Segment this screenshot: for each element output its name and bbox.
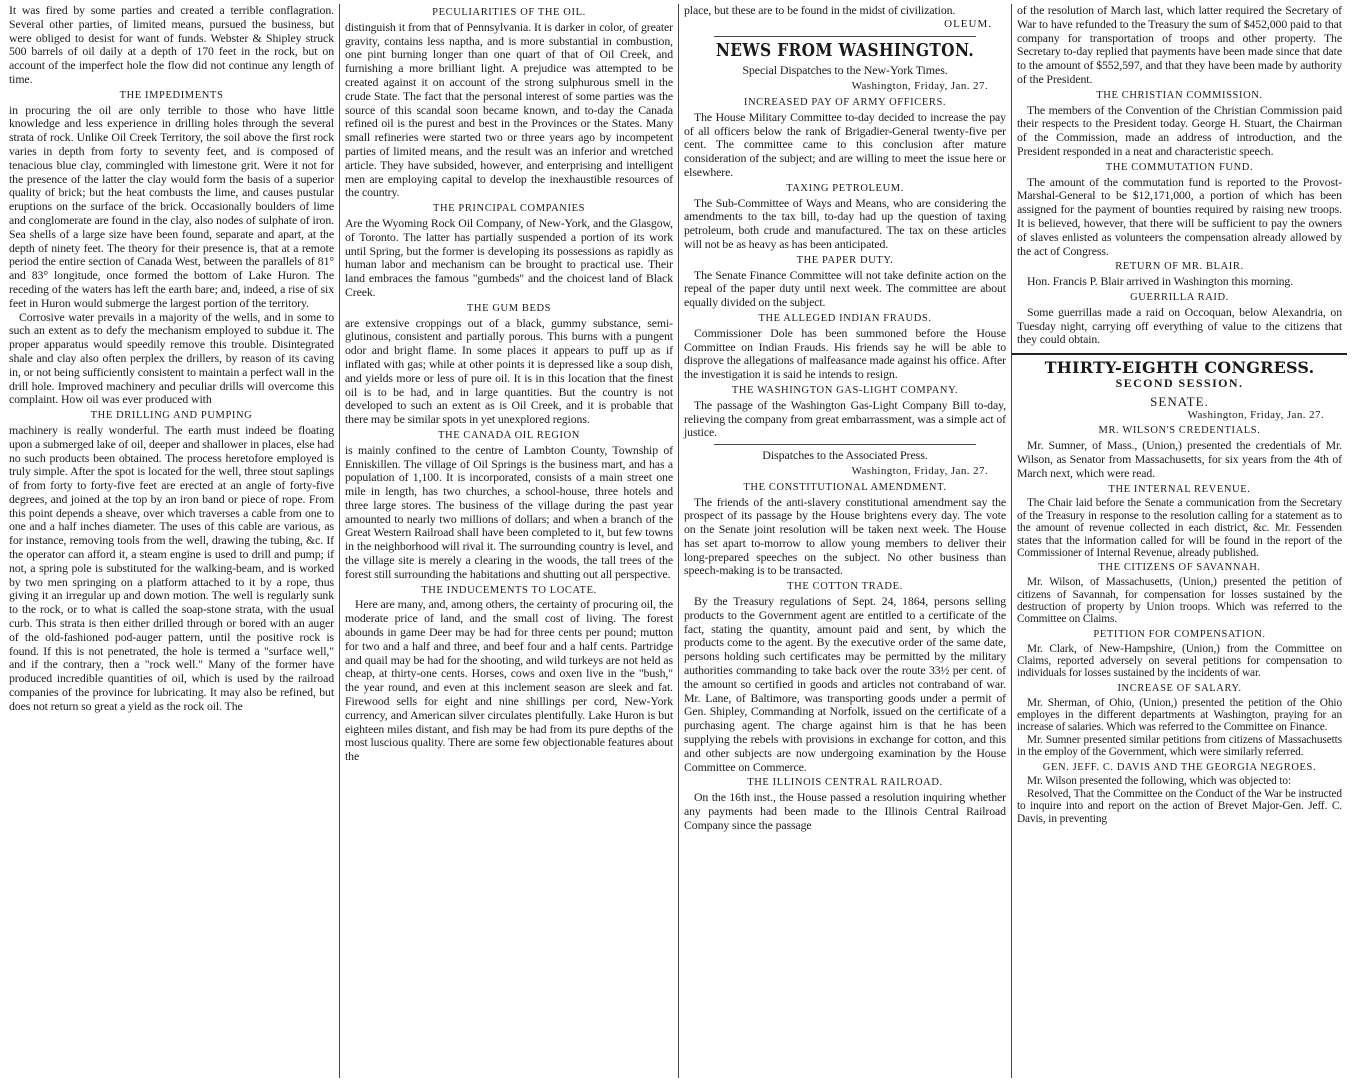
- paragraph-paper-duty: The Senate Finance Committee will not take definite action on the repeal of the paper duty until next week. The committee are about equally divided on the subject.: [684, 267, 1006, 310]
- divider: [714, 444, 976, 445]
- paragraph-increase-salary: Mr. Sherman, of Ohio, (Union,) presented the petition of the Ohio employes in the different departments at Washington, praying for an increase of salaries. Which was referred to the Committee on Finance.: [1017, 696, 1342, 734]
- paragraph-inducements: Here are many, and, among others, the certainty of procuring oil, the moderate price of land, and the small cost of living. The forest abounds in game Deer may be had for three cents per pound; mutton for two and a half and three, and beef four and a half cents. Partridge and quail may be had for the shooting, and wild turkeys are not held as cheap, at thirty-one cents. Horses, cows and oxen live in the "bush," the year round, and even at this inclement season are sleek and fat. Firewood sells for eight and nine shillings per cord, New-York currency, and American silver circulates plentifully. Lake Huron is but eighteen miles distant, and fish may be had from its pure depths of the most luscious quality. There are some few objectionable features about the: [345, 597, 673, 764]
- paragraph-army-pay: The House Military Committee to-day decided to increase the pay of all officers below the rank of Brigadier-General twenty-five per cent. The committee came to this conclusion after mature consideration of the subject; and are willing to meet the issue here or elsewhere.: [684, 109, 1006, 179]
- heading-guerrilla-raid: GUERRILLA RAID.: [1130, 291, 1229, 303]
- heading-peculiarities: PECULIARITIES OF THE OIL.: [432, 7, 586, 18]
- paragraph-guerrilla-raid: Some guerrillas made a raid on Occoquan, below Alexandria, on Tuesday night, carrying off everything of value to the citizens that they could obtain.: [1017, 304, 1342, 347]
- column-4: [1012, 4, 1347, 1078]
- paragraph-christian-commission: The members of the Convention of the Christian Commission paid their respects to the President today. George H. Stuart, the Chairman of the Commission, made an address of introduction, and the President responded in a neat and characteristic speech.: [1017, 102, 1342, 158]
- heading-citizens-savannah: THE CITIZENS OF SAVANNAH.: [1098, 562, 1261, 574]
- paragraph-resolution-continued: of the resolution of March last, which latter required the Secretary of War to have refunded to the Treasury the sum of $452,000 paid to that company for transportation of troops and other property. The Secretary to-day replied that payments have been made since that date to the amount of $552,597, and that they have been made by authority of the President.: [1017, 4, 1342, 86]
- paragraph-corrosive-water: Corrosive water prevails in a majority of the wells, and in some to such an extent as to defy the mechanism employed to subdue it. The proper apparatus would speedily remove this trouble. Disintegrated shale and clay also often perplex the drillers, by reason of its caving in, or not being sufficiently consistent to maintain a perfect wall in the drill hole. Improved machinery and peculiar drills will overcome this complaint. How oil was ever produced with: [9, 309, 334, 407]
- paragraph-wilson-credentials: Mr. Sumner, of Mass., (Union,) presented the credentials of Mr. Wilson, as Senator from Massachusetts, for six years from the 4th of March next, which were read.: [1017, 438, 1342, 480]
- paragraph-citizens-savannah: Mr. Wilson, of Massachusetts, (Union,) presented the petition of citizens of Savannah, for compensation for losses sustained by the destruction of property by Union troops. Which was referred to the Committee on Claims.: [1017, 576, 1342, 626]
- heading-christian-commission: THE CHRISTIAN COMMISSION.: [1096, 89, 1263, 101]
- heading-constitutional-amendment: THE CONSTITUTIONAL AMENDMENT.: [743, 481, 947, 493]
- paragraph-commutation-fund: The amount of the commutation fund is reported to the Provost-Marshal-General to be $12,171,000, a portion of which has been assigned for the payment of bounties required by raising new troops. It is believed, however, that there will be sufficient to pay the owners of slaves enlisted as volunteers the compensation already allowed by the act of Congress.: [1017, 174, 1342, 258]
- banner-news-from-washington: NEWS FROM WASHINGTON.: [715, 40, 975, 61]
- paragraph-drilling-pumping: machinery is really wonderful. The earth must indeed be floating upon a submerged lake of oil, deeper and shallower in places, else had no such products been obtained. The process heretofore employed is truly simple. After the spot is located for the well, three stout saplings of from forty to forty-five feet are erected at an angle of forty-five degrees, and joined at the top by an iron band or piece of rope. From this point depends a sheave, over which traverses a cable from one to one and a half inches diameter. The uses of this cable are various, as for instance, removing tools from the well, drawing the tubing, &c. If the operator can afford it, a steam engine is used to drill and pump; if not, a spring pole is substituted for the walking-beam, and is worked by two men springing on a platform attached to it by a rope, thus giving it an irregular up and down motion. The well is regularly sunk to the rock, or to what is called the soap-stone strata, with the usual curb. This strata is then either drilled through or bored with an auger of the old-fashioned pod-auger pattern, until the positive rock is found. If this is not penetrated, the hole is termed a "surface well," and if the contrary, then a "rock well." Many of the former have produced incredible quantities of oil, which is used by the railroad companies of the province for lubricating. It may also be refined, but does not return so great a yield as the rock oil. The: [9, 422, 334, 713]
- paragraph-oleum-end: place, but these are to be found in the midst of civilization.: [684, 4, 956, 17]
- subhead-times-dispatches: Special Dispatches to the New-York Times.: [742, 63, 948, 78]
- divider: [1012, 353, 1347, 355]
- heading-gas-light-company: THE WASHINGTON GAS-LIGHT COMPANY.: [731, 384, 959, 396]
- heading-drilling-pumping: THE DRILLING AND PUMPING: [90, 410, 253, 422]
- paragraph-indian-frauds: Commissioner Dole has been summoned before the House Committee on Indian Frauds. His friends say he will be able to disprove the allegations of malfeasance made against his office. After the investigation it is said he intends to resign.: [684, 325, 1006, 382]
- paragraph-taxing-petroleum: The Sub-Committee of Ways and Means, who are considering the amendments to the tax bill, to-day had up the question of taxing petroleum, both crude and manufactured. The tax on these articles will not be as heavy as has been anticipated.: [684, 195, 1006, 251]
- banner-thirty-eighth-congress: THIRTY-EIGHTH CONGRESS.: [1044, 358, 1315, 378]
- heading-petition-compensation: PETITION FOR COMPENSATION.: [1093, 628, 1266, 640]
- subhead-second-session: SECOND SESSION.: [1115, 375, 1244, 390]
- paragraph-illinois-central: On the 16th inst., the House passed a resolution inquiring whether any payments had been made to the Illinois Central Railroad Company since the passage: [684, 790, 1006, 832]
- paragraph-peculiarities: distinguish it from that of Pennsylvania. It is darker in color, of greater gravity, contains less naptha, and is more substantial in combustion, one pint burning longer than one quart of that of Oil Creek, and furnishing a more brilliant light. A prejudice was attempted to be created against it on account of the strong sulphurous smell in the crude State. The fact that the personal interest of some parties was the source of this scandal soon became known, and to-day the Canada refined oil is the purest and best in the Provinces or the States. Many small refineries were started two or three years ago by incompetent parties of limited means, and the result was an inferior and wretched article. They have subsided, however, and enterprising and intelligent men are employing capital to develop the inexhaustible resources of the country.: [345, 19, 673, 200]
- column-3: [679, 4, 1011, 1078]
- dateline-times: Washington, Friday, Jan. 27.: [851, 80, 988, 93]
- heading-inducements: THE INDUCEMENTS TO LOCATE.: [421, 584, 597, 596]
- paragraph-davis-objected: Mr. Wilson presented the following, which was objected to:: [1027, 775, 1291, 788]
- paragraph-impediments: in procuring the oil are only terrible to those who have little knowledge and less experience in drilling holes through the several strata of rock. Unlike Oil Creek Territory, the soil above the first rock varies in depth from forty to seventy feet, and is composed of tenacious blue clay, commingled with limestone grit. Were it not for the presence of the latter the clay would form the basis of a superior quality of brick; but the heat combusts the lime, and causes pustular eruptions on the surface of the brick. Occasionally boulders of lime and conglomerate are found in the clay, also nodes of sulphate of iron. Sea shells of a large size have been found, separate and apart, at the depth of ninety feet. The theory for their presence is, that at a remote period the entire section of Canada West, between the parallels of 81° and 83° longitude, once formed the bottom of Lake Huron. The receding of the waters has left the earth bare; and, indeed, a rise of six feet in Huron would submerge the largest portion of the territory.: [9, 102, 334, 310]
- subhead-senate: SENATE.: [1150, 393, 1209, 409]
- paragraph-canada-oil-region: is mainly confined to the centre of Lambton County, Township of Enniskillen. The village of Oil Springs is the business mart, and has a population of 1,100. It is incorporated, consists of a main street one mile in length, has two churches, a school-house, three hotels and three large stores. The business of the village during the past year amounted to nearly two millions of dollars; and when a branch of the Great Western Railroad shall have been completed to it, but few towns in the neighborhood will rival it. The surrounding country is level, and the village site is merely a clearing in the woods, the tall trees of the forest still surrounding the habitations and shutting out all perspective.: [345, 442, 673, 581]
- heading-principal-companies: THE PRINCIPAL COMPANIES: [432, 203, 586, 215]
- heading-internal-revenue: THE INTERNAL REVENUE.: [1108, 483, 1251, 495]
- heading-impediments: THE IMPEDIMENTS: [119, 89, 224, 101]
- paragraph-sumner-petitions: Mr. Sumner presented similar petitions from citizens of Massachusetts in the employ of the Government, which were similarly referred.: [1017, 733, 1342, 759]
- paragraph-internal-revenue: The Chair laid before the Senate a communication from the Secretary of the Treasury in response to the resolution calling for a statement as to the amount of revenue collected in each district, &c. Mr. Fessenden states that the information called for will be found in the report of the Commissioner of Internal Revenue, already published.: [1017, 497, 1342, 559]
- heading-wilson-credentials: MR. WILSON'S CREDENTIALS.: [1098, 425, 1261, 437]
- divider: [714, 36, 976, 37]
- dateline-associated-press: Washington, Friday, Jan. 27.: [851, 464, 988, 477]
- heading-cotton-trade: THE COTTON TRADE.: [787, 581, 903, 593]
- heading-illinois-central: THE ILLINOIS CENTRAL RAILROAD.: [747, 777, 943, 789]
- paragraph-intro: It was fired by some parties and created a terrible conflagration. Several other parties, of limited means, pursued the business, but were obliged to desist for want of funds. Webster & Shipley struck 500 barrels of oil daily at a depth of 170 feet in the rock, but on account of the imperfect hole the flow did not continue any length of time.: [9, 4, 334, 86]
- paragraph-petition-compensation: Mr. Clark, of New-Hampshire, (Union,) from the Committee on Claims, reported adversely on several petitions for compensation to individuals for losses sustained by the incidents of war.: [1017, 642, 1342, 680]
- paragraph-resolved: Resolved, That the Committee on the Conduct of the War be instructed to inquire into and report on the action of Brevet Major-Gen. Jeff. C. Davis, in preventing: [1017, 787, 1342, 825]
- paragraph-gas-light-company: The passage of the Washington Gas-Light Company Bill to-day, relieving the company from great embarrassment, was a simple act of justice.: [684, 397, 1006, 440]
- heading-commutation-fund: THE COMMUTATION FUND.: [1105, 161, 1254, 173]
- signature-oleum: OLEUM.: [944, 17, 992, 30]
- paragraph-return-blair: Hon. Francis P. Blair arrived in Washington this morning.: [1027, 274, 1294, 289]
- heading-increase-salary: INCREASE OF SALARY.: [1117, 682, 1242, 694]
- heading-davis-georgia: GEN. JEFF. C. DAVIS AND THE GEORGIA NEGROES.: [1042, 761, 1317, 773]
- dateline-senate: Washington, Friday, Jan. 27.: [1187, 408, 1324, 421]
- heading-gum-beds: THE GUM BEDS: [466, 302, 552, 314]
- heading-taxing-petroleum: TAXING PETROLEUM.: [786, 182, 904, 194]
- paragraph-principal-companies: Are the Wyoming Rock Oil Company, of New-York, and the Glasgow, of Toronto. The latter has partially suspended a portion of its work until Spring, but the former is developing its possessions as rapidly as human labor and mechanism can be brought to practical use. Their land embraces the famous "gumbeds" and the choicest land of Black Creek.: [345, 215, 673, 299]
- paragraph-constitutional-amendment: The friends of the anti-slavery constitutional amendment say the prospect of its passage by the House brightens every day. The vote on the Senate joint resolution will be taken next week. The House has set apart to-morrow to allow young members to deliver their long-prepared speeches on the subject. No other business than speech-making is to be transacted.: [684, 494, 1006, 578]
- subhead-associated-press: Dispatches to the Associated Press.: [762, 448, 928, 463]
- paragraph-gum-beds: are extensive croppings out of a black, gummy substance, semi-glutinous, consistent and partially porous. This burns with a pungent odor and bright flame. In some places it appears to puff up as if inflated with gas; while at other points it is depressed like a soup dish, and yields more or less of pure oil. It is in this location that the finest oil is to be had, and in large quantities. But the country is not developed to such an extent as is Oil Creek, and it is probable that there may be similar spots in yet unexplored regions.: [345, 315, 673, 427]
- heading-indian-frauds: THE ALLEGED INDIAN FRAUDS.: [758, 312, 932, 324]
- paragraph-cotton-trade: By the Treasury regulations of Sept. 24, 1864, persons selling products to the Government agent are entitled to a certificate of the fact, stating the quantity, amount paid and sent, by which the products come to the agent. By the executive order of the same date, persons holding such certificates may be permitted by the military authorities commanding to take back over the route 33½ per cent. of the amount so certified in goods and articles not contraband of war. Mr. Lane, of Baltimore, was transporting goods under a permit of Gen. Shipley, Commanding at Norfolk, issued on the certificate of a purchasing agent. The charge against him is that he has been supplying the rebels with provisions in exchange for cotton, and this and other subjects are now undergoing examination by the House Committee on Commerce.: [684, 594, 1006, 774]
- heading-canada-oil-region: THE CANADA OIL REGION: [438, 429, 580, 441]
- column-1: [4, 4, 339, 1078]
- heading-paper-duty: THE PAPER DUTY.: [796, 254, 894, 266]
- column-2: [340, 4, 678, 1078]
- heading-army-pay: INCREASED PAY OF ARMY OFFICERS.: [743, 96, 947, 108]
- heading-return-blair: RETURN OF MR. BLAIR.: [1115, 261, 1244, 273]
